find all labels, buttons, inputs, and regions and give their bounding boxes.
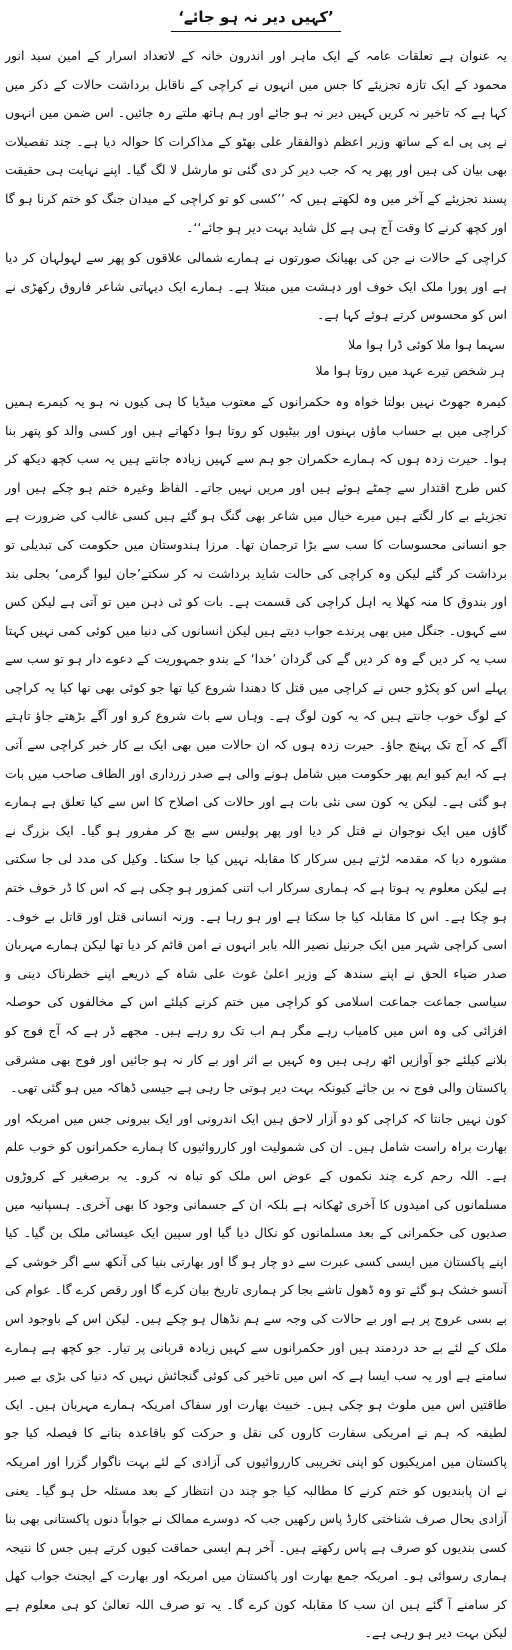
article-headline: ’کہیں دیر نہ ہو جائے‘: [178, 8, 334, 26]
paragraph-intro: یہ عنوان ہے تعلقات عامہ کے ایک ماہر اور اندرون خانہ کے لاتعداد اسرار کے امین سید انور محمود کے ایک تازہ تجزیئے کا جس میں انہوں نے کراچی کے ناقابل برداشت حالات کے ذکر میں کہا ہے کہ تاخیر نہ کریں کہیں دیر نہ ہو جائے اور ہم ہاتھ ملتے رہ جائیں۔ اس ضمن میں انہوں نے پی پی اے کے ساتھ وزیر اعظم ذوالفقار علی بھٹو کے مذاکرات کا حوالہ دیا ہے۔ چند تفصیلات بھی بیان کی ہیں اور پھر یہ کہ جب دیر کر دی گئی تو مارشل لا لگ گیا۔ اپنے نہایت ہی حقیقت پسند تجزیئے کے آخر میں وہ لکھتے ہیں کہ ’’کسی کو تو کراچی کے میدان جنگ کو ختم کرنا ہو گا اور کچھ کرنے کا وقت آج ہی ہے کل شاید بہت دیر ہو جائے‘‘۔: [5, 48, 507, 235]
paragraph-karachi-conditions: کراچی کے حالات نے جن کی بھیانک صورتوں نے ہمارے شمالی علاقوں کو پھر سے لہولہان کر دیا ہے اور پورا ملک ایک خوف اور دہشت میں مبتلا ہے۔ ہمارے ایک دیہاتی شاعر فاروق رکھڑی نے اس کو محسوس کرتے ہوئے کہا ہے۔: [5, 250, 507, 323]
article-column: [5, 6, 507, 1650]
headline-underline: [171, 31, 341, 32]
poetry-couplet: [5, 332, 507, 384]
paragraph-conclusion: کون نہیں جانتا کہ کراچی کو دو آزار لاحق ہیں ایک اندرونی اور ایک بیرونی جس میں امریکہ اور بھارت براہ راست شامل ہیں۔ ان کی شمولیت اور کارروائیوں کا ہمارے حکمرانوں کو خوب علم ہے۔ اللہ رحم کرے چند نکموں کے عوض اس ملک کو تباہ نہ کرو۔ یہ برصغیر کے کروڑوں مسلمانوں کی امیدوں کا آخری ٹھکانہ ہے بلکہ ان کے جسمانی وجود کا بھی آخری۔ ہسپانیہ میں صدیوں کی حکمرانی کے بعد مسلمانوں کو نکال دیا گیا اور سپین ایک عیسائی ملک بن گیا۔ کیا اپنے پاکستان میں ایسی کسی عبرت سے دو چار ہو گا اور بھارتی بنیا کی آنکھ سے اگر خوشی کے آنسو خشک ہو گئے تو وہ ڈھول تاشے بجا کر ہماری تاریخ بیان کرے گا اور رقص کرے گا۔ عوام کی بے بسی عروج پر ہے اور بے حالات کی وجہ سے ہم نڈھال ہو چکے ہیں۔ لیکن اس کے باوجود اس ملک کے لئے بے حد دردمند ہیں اور حکمرانوں سے کہیں زیادہ قربانی پر تیار۔ جو کچھ ہے ہمارے سامنے ہے اور یہ سب ایسا ہے کہ اس میں تاخیر کی کوئی گنجائش نہیں کہ دنیا کی بڑی بے صبر طاقتیں اس میں ملوث ہو چکی ہیں۔ خبیث بھارت اور سفاک امریکہ ہمارے مہربان ہیں۔ ایک لطیفہ کہ ہم نے امریکی سفارت کاروں کی نقل و حرکت کو باقاعدہ بنانے کا فیصلہ کیا جو پاکستان میں امریکیوں کو اپنی تخریبی کارروائیوں کی آزادی کے لئے بہت ناگوار گزرا اور امریکہ نے ان پابندیوں کو ختم کرنے کا مطالبہ کیا جو چند دن انتظار کے بعد مسئلہ حل ہو گیا۔ یعنی آزادی بحال صرف شناختی کارڈ پاس رکھیں جب کہ دوسرے ممالک نے جواباً دنوں پاکستانی بھی بنا کسی بندیوں کو صرف ہے پاس رکھتے ہیں۔ آخر ہم ایسی حماقت کیوں کرتے ہیں جس کا نتیجہ ہماری رسوائی ہو۔ امریکہ جمع بھارت اور پاکستان میں امریکہ اور بھارت کے ایجنٹ جواب کھل کر سامنے آ گئے ہیں ان سب کا مقابلہ کون کرے گا۔ یہ تو صرف اللہ تعالیٰ کو ہی معلوم ہے لیکن بہت دیر ہو رہی ہے۔: [5, 1110, 507, 1641]
paragraph-camera: کیمرہ جھوٹ نہیں بولتا خواہ وہ حکمرانوں کے معتوب میڈیا کا ہی کیوں نہ ہو یہ کیمرے ہمیں کراچی میں بے حساب ماؤں بہنوں اور بیٹیوں کو روتا ہوا دکھاتے ہیں اور کسی والد کو پتھر بنا ہوا۔ حیرت زدہ ہوں کہ ہمارے حکمران جو ہم سے کہیں زیادہ جانتے ہیں یہ سب کچھ دیکھ کر کس طرح اقتدار سے چمٹے ہوئے ہیں اور مریں نہیں جاتے۔ الفاظ وغیرہ ختم ہو چکے ہیں اور تجزیئے بے کار لگتے ہیں میرے خیال میں شاعر بھی گنگ ہو گئے ہیں کسی غالب کی ضرورت ہے جو انسانی محسوسات کا سب سے بڑا ترجمان تھا۔ مرزا ہندوستان میں حکومت کی تبدیلی تو برداشت کر گئے لیکن وہ کراچی کی حالت شاید برداشت نہ کر سکتے’جان لیوا گرمی‘ بجلی بند اور بندوق کا منہ کھلا یہ اہل کراچی کی قسمت ہے۔ بات کو ئی ذہن میں تو آتی ہے لیکن کس سے کہوں۔ جنگل میں بھی پرندے جواب دیتے ہیں لیکن انسانوں کی دنیا میں کوئی کمی نہیں کہتا سب یہ کر دیں گے وہ کر دیں گے کی گردان ’خدا‘ کے بندو جمہوریت کے دعوے دار ہو تو سب سے پہلے اس کو پکڑو جس نے کراچی میں قتل کا دھندا شروع کیا تھا جو کوئی بھی تھا کیا یہ کراچی کے لوگ خوب جانتے ہیں کہ یہ کون لوگ ہے۔ وہاں سے بات شروع کرو اور آگے بڑھتے جاؤ تاہتے آگے کہ آج تک پہنچ جاؤ۔ حیرت زدہ ہوں کہ ان حالات میں بھی ایک بے کار خبر کراچی سے آتی ہے کہ ایم کیو ایم پھر حکومت میں شامل ہونے والی ہے صدر زرداری اور الطاف صاحب میں بات ہو گئی ہے۔ لیکن یہ کون سی نئی بات ہے اور حالات کی اصلاح کا اس سے کیا تعلق ہے ہمارے گاؤں میں ایک نوجوان نے قتل کر دیا اور پھر پولیس سے بچ کر مفرور ہو گیا۔ ایک بزرگ نے مشورہ دیا کہ مقدمہ لڑتے ہیں سرکار کا مقابلہ نہیں کیا جا سکتا۔ وکیل کی مدد لی جا سکتی ہے لیکن معلوم یہ ہوتا ہے کہ ہماری سرکار اب اتنی کمزور ہو چکی ہے کہ اس کا ڈر خوف ختم ہو چکا ہے۔ اس کا مقابلہ کیا جا سکتا ہے اور ہو رہا ہے۔ ورنہ انسانی قتل اور قاتل بے خوف۔ اسی کراچی شہر میں ایک جرنیل نصیر اللہ بابر انہوں نے امن قائم کر دیا تھا لیکن ہمارے مہربان صدر ضیاء الحق نے اپنے سندھ کے وزیر اعلیٰ غوث علی شاہ کے ذریعے اپنے خطرناک دینی و سیاسی جماعت جماعت اسلامی کو کراچی میں ختم کرنے کیلئے اس کے مخالفوں کی حوصلہ افزائی کی وہ اس میں کامیاب رہے مگر ہم اب تک رو رہے ہیں۔ مجھے ڈر ہے کہ آج فوج کو بلانے کیلئے جو آوازیں اٹھ رہی ہیں وہ کہیں بے اثر اور بے کار نہ ہو جائیں اور فوج بھی مشرقی پاکستان والی فوج نہ بن جائے کیونکہ بہت دیر ہوتی جا رہی ہے جیسی ڈھاکہ میں ہو گئی تھی۔: [5, 393, 507, 1096]
poetry-line-2: ہر شخص تیرے عہد میں روتا ہوا ملا: [315, 362, 505, 378]
poetry-line-1: سہما ہوا ملا کوئی ڈرا ہوا ملا: [348, 336, 505, 352]
